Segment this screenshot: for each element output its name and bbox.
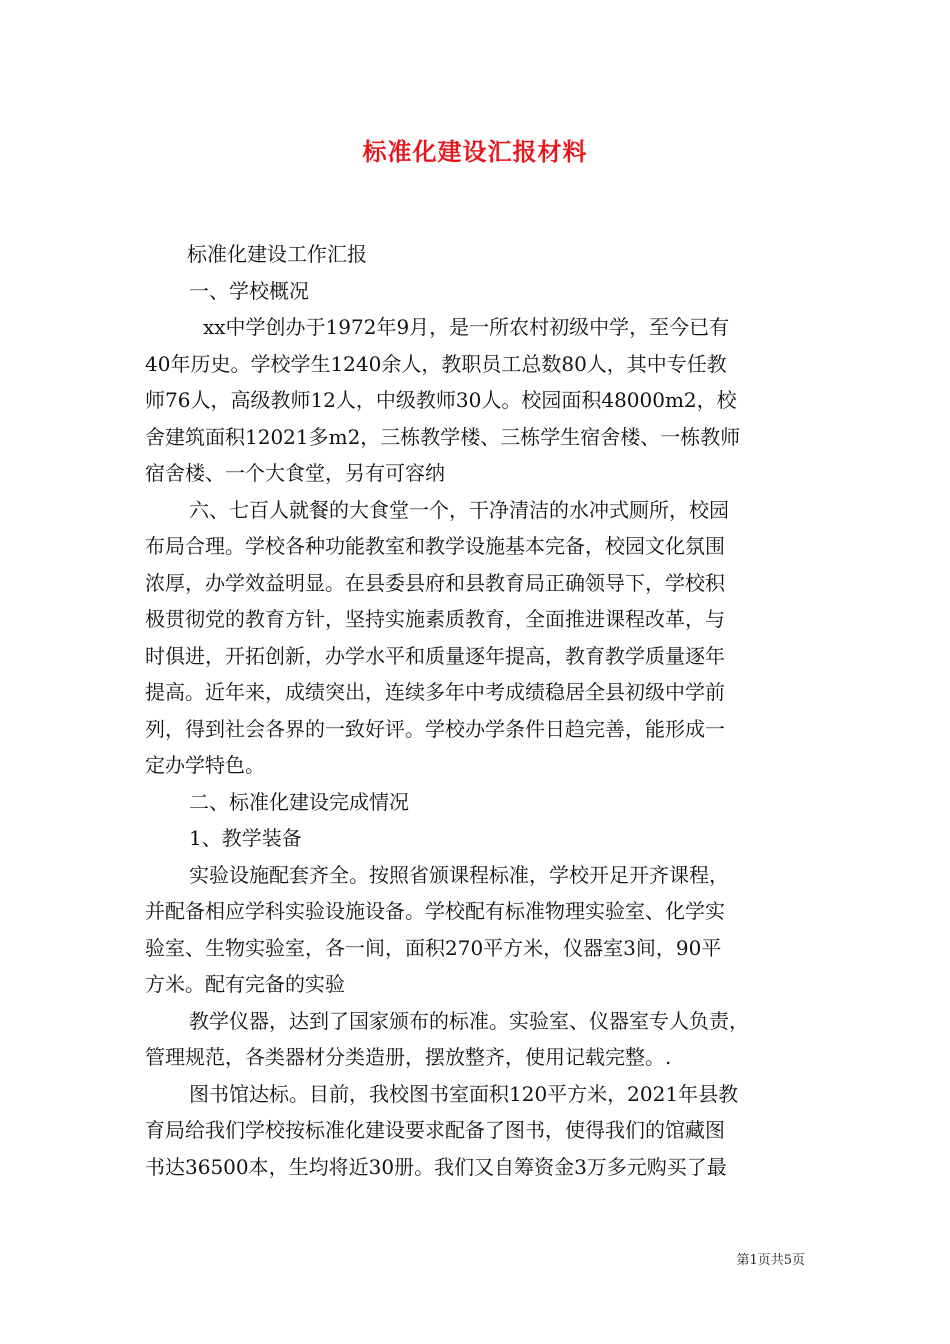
text-line: 教学仪器，达到了国家颁布的标准。实验室、仪器室专人负责， (189, 1008, 749, 1033)
text-line: 一、学校概况 (189, 278, 309, 303)
text-line: 育局给我们学校按标准化建设要求配备了图书，使得我们的馆藏图 (145, 1118, 725, 1142)
text-line: 图书馆达标。目前，我校图书室面积120平方米，2021年县教 (189, 1081, 739, 1106)
text-line: 二、标准化建设完成情况 (189, 789, 409, 814)
text-line: 1、教学装备 (189, 826, 302, 850)
text-line: 列，得到社会各界的一致好评。学校办学条件日趋完善，能形成一 (145, 716, 725, 741)
text-line: 标准化建设工作汇报 (187, 242, 367, 266)
text-line: 舍建筑面积12021多m2，三栋教学楼、三栋学生宿舍楼、一栋教师 (145, 424, 741, 449)
text-line: 方米。配有完备的实验 (145, 972, 345, 996)
text-line: 师76人，高级教师12人，中级教师30人。校园面积48000m2，校 (145, 388, 737, 412)
text-line: 并配备相应学科实验设施设备。学校配有标准物理实验室、化学实 (145, 899, 725, 923)
text-line: 管理规范，各类器材分类造册，摆放整齐，使用记载完整。. (145, 1045, 672, 1069)
text-line: 浓厚，办学效益明显。在县委县府和县教育局正确领导下，学校积 (145, 570, 725, 595)
text-line: 提高。近年来，成绩突出，连续多年中考成绩稳居全县初级中学前 (145, 680, 725, 704)
text-line: 40年历史。学校学生1240余人，教职员工总数80人，其中专任教 (145, 351, 727, 376)
text-line: 六、七百人就餐的大食堂一个，干净清洁的水冲式厕所，校园 (189, 497, 729, 522)
text-line: 验室、生物实验室，各一间，面积270平方米，仪器室3间，90平 (145, 935, 722, 960)
document-title: 标准化建设汇报材料 (362, 137, 588, 166)
text-line: 书达36500本，生均将近30册。我们又自筹资金3万多元购买了最 (145, 1154, 727, 1179)
text-line: 定办学特色。 (145, 753, 265, 777)
document-body (145, 236, 810, 1185)
text-line: 极贯彻党的教育方针，坚持实施素质教育，全面推进课程改革，与 (145, 607, 725, 631)
page-number: 第1页共5页 (736, 1253, 805, 1268)
text-line: 实验设施配套齐全。按照省颁课程标准，学校开足开齐课程， (189, 862, 729, 887)
text-line: 时俱进，开拓创新，办学水平和质量逐年提高，教育教学质量逐年 (145, 643, 725, 668)
text-line: xx中学创办于1972年9月，是一所农村初级中学，至今已有 (203, 315, 730, 339)
text-line: 宿舍楼、一个大食堂，另有可容纳 (145, 461, 445, 485)
text-line: 布局合理。学校各种功能教室和教学设施基本完备，校园文化氛围 (145, 534, 725, 558)
